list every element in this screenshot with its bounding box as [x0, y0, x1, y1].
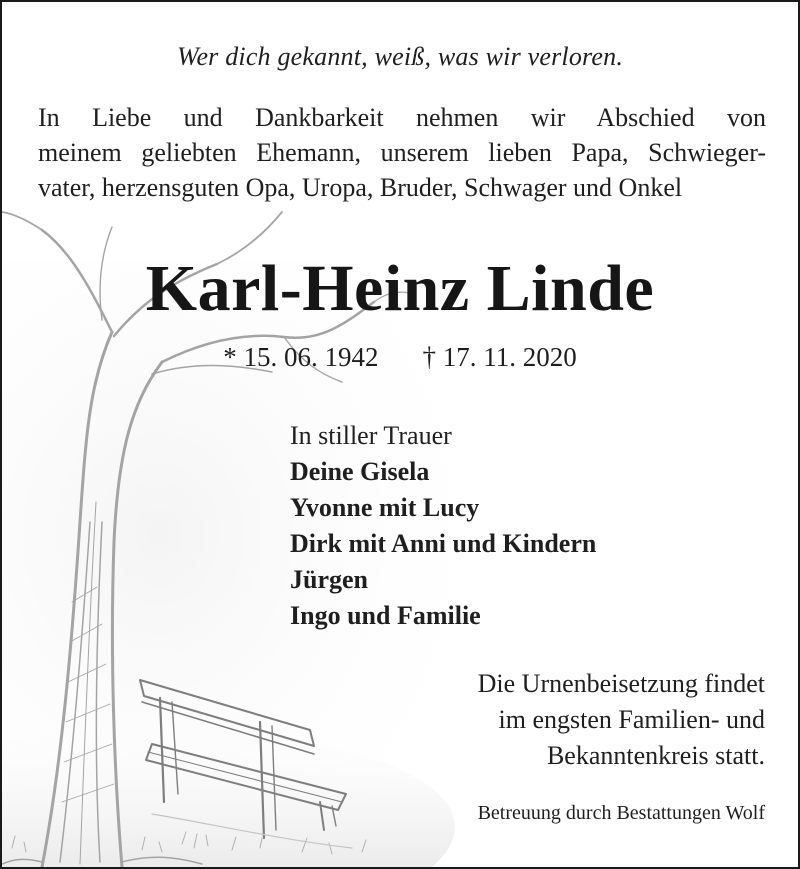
intro-line: meinem geliebten Ehemann, unserem lieben Papa, Schwieger- — [38, 138, 766, 167]
intro-text — [38, 100, 766, 205]
motto-verse: Wer dich gekannt, weiß, was wir verloren. — [176, 42, 624, 71]
intro-line: vater, herzensguten Opa, Uropa, Bruder, Schwager und Onkel — [38, 173, 683, 202]
mourner-name: Yvonne mit Lucy — [290, 493, 480, 522]
deceased-name: Karl-Heinz Linde — [145, 252, 655, 325]
undertaker-credit: Betreuung durch Bestattungen Wolf — [477, 802, 765, 824]
mourner-name: Jürgen — [290, 565, 368, 594]
birth-date: * 15. 06. 1942 — [223, 342, 379, 372]
mourners-lead: In stiller Trauer — [290, 421, 452, 450]
burial-line: Die Urnenbeisetzung findet — [477, 669, 765, 698]
mourners-list — [290, 418, 596, 634]
mourner-name: Deine Gisela — [290, 457, 430, 486]
burial-line: im engsten Familien- und — [498, 705, 765, 734]
burial-notice — [478, 666, 765, 774]
intro-line: In Liebe und Dankbarkeit nehmen wir Abschied von — [38, 103, 766, 132]
life-dates — [2, 342, 798, 373]
death-date: † 17. 11. 2020 — [422, 342, 577, 372]
mourner-name: Dirk mit Anni und Kindern — [290, 529, 597, 558]
burial-line: Bekanntenkreis statt. — [546, 741, 765, 770]
mourner-name: Ingo und Familie — [290, 601, 481, 630]
